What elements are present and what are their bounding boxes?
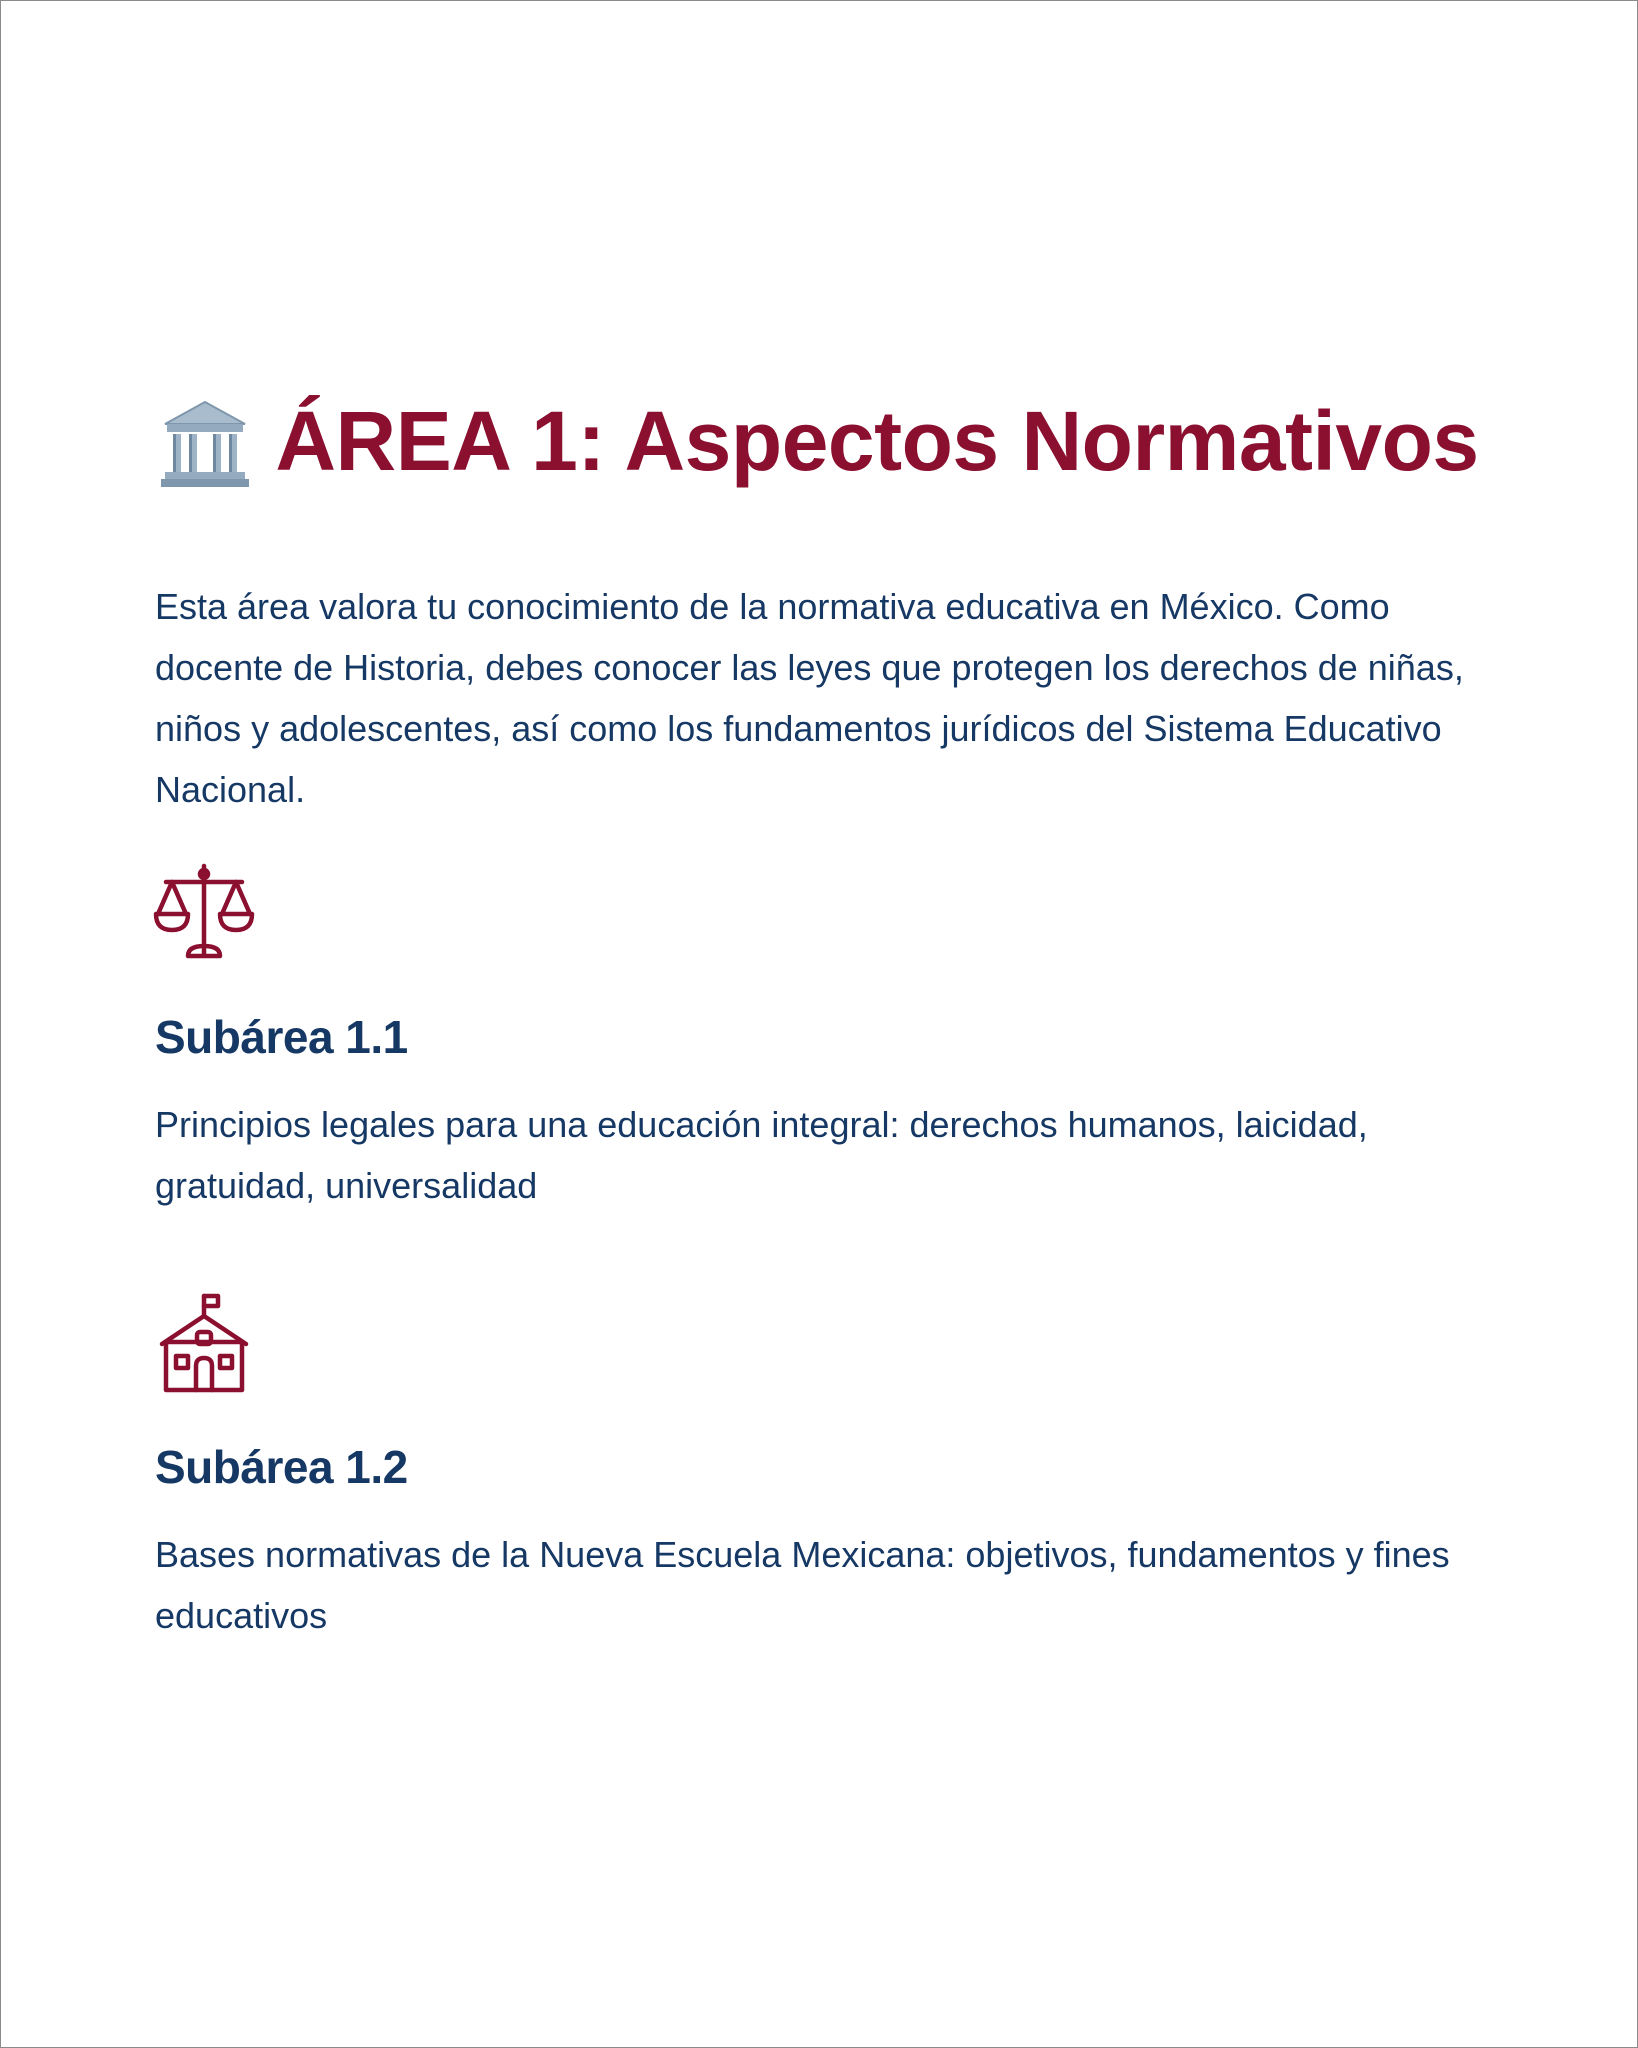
subarea-1-2-title: Subárea 1.2 <box>155 1441 408 1493</box>
subarea-1-1-description: Principios legales para una educación integral: derechos humanos, laicidad, gratuidad, universalidad <box>155 1104 1368 1206</box>
scales-icon <box>152 862 256 966</box>
subarea-1-2-description: Bases normativas de la Nueva Escuela Mexicana: objetivos, fundamentos y fines educativos <box>155 1534 1450 1636</box>
classical-building-icon <box>159 398 251 490</box>
subarea-1-1-title: Subárea 1.1 <box>155 1011 408 1063</box>
schoolhouse-icon <box>152 1292 256 1396</box>
title-row <box>0 392 1638 490</box>
intro-paragraph: Esta área valora tu conocimiento de la normativa educativa en México. Como docente de Historia, debes conocer las leyes que protegen los derechos de niñas, niños y adolescentes, así como los fundamentos jurídicos del Sistema Educativo Nacional. <box>155 586 1464 810</box>
page-title: ÁREA 1: Aspectos Normativos <box>275 393 1479 488</box>
